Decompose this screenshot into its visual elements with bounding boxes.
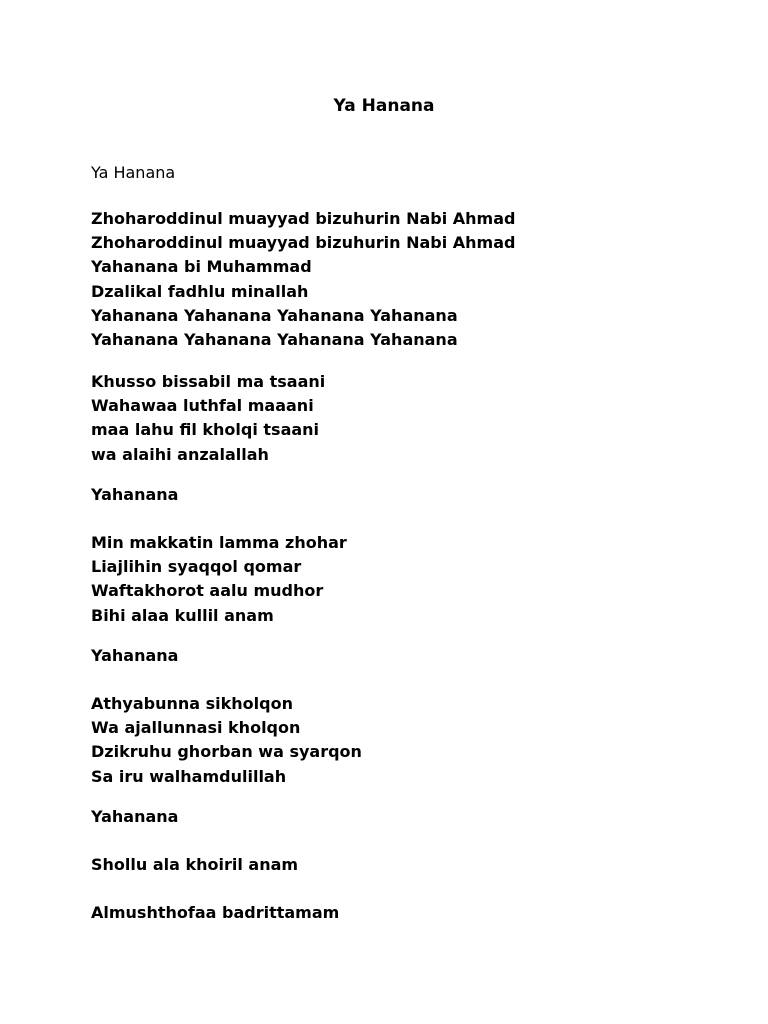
line-almushthofaa: Almushthofaa badrittamam [91, 903, 340, 922]
stanza-1-line: Yahanana Yahanana Yahanana Yahanana [91, 330, 458, 350]
stanza-1-line: Yahanana bi Muhammad [91, 257, 312, 277]
stanza-4-line: Wa ajallunnasi kholqon [91, 718, 301, 738]
stanza-3-line: Bihi alaa kullil anam [91, 605, 274, 625]
stanza-4-line: Sa iru walhamdulillah [91, 766, 287, 786]
stanza-3-line: Min makkatin lamma zhohar [91, 533, 347, 552]
stanza-4-line: Dzikruhu ghorban wa syarqon [91, 742, 362, 762]
stanza-2-line: wa alaihi anzalallah [91, 444, 269, 464]
stanza-1-line: Yahanana Yahanana Yahanana Yahanana [91, 305, 458, 325]
stanza-4 [91, 692, 362, 789]
stanza-1-line: Dzalikal fadhlu minallah [91, 281, 309, 301]
stanza-4-line: Athyabunna sikholqon [91, 694, 293, 713]
stanza-2-line: Wahawaa luthfal maaani [91, 396, 314, 416]
stanza-1-line: Zhoharoddinul muayyad bizuhurin Nabi Ahmad [91, 233, 516, 253]
stanza-2-line: Khusso bissabil ma tsaani [91, 372, 326, 391]
stanza-3-line: Waftakhorot aalu mudhor [91, 581, 324, 601]
stanza-1-line: Zhoharoddinul muayyad bizuhurin Nabi Ahmad [91, 209, 516, 228]
refrain-3: Yahanana [91, 807, 179, 826]
refrain-2: Yahanana [91, 646, 179, 665]
stanza-3-line: Liajlihin syaqqol qomar [91, 557, 302, 577]
stanza-2-line: maa lahu fil kholqi tsaani [91, 420, 320, 440]
stanza-1 [91, 207, 515, 352]
stanza-3 [91, 531, 347, 628]
first-heading: Ya Hanana [91, 163, 176, 182]
stanza-2 [91, 370, 325, 467]
refrain-1: Yahanana [91, 485, 179, 504]
line-shollu: Shollu ala khoiril anam [91, 855, 299, 874]
document-title: Ya Hanana [333, 96, 435, 116]
